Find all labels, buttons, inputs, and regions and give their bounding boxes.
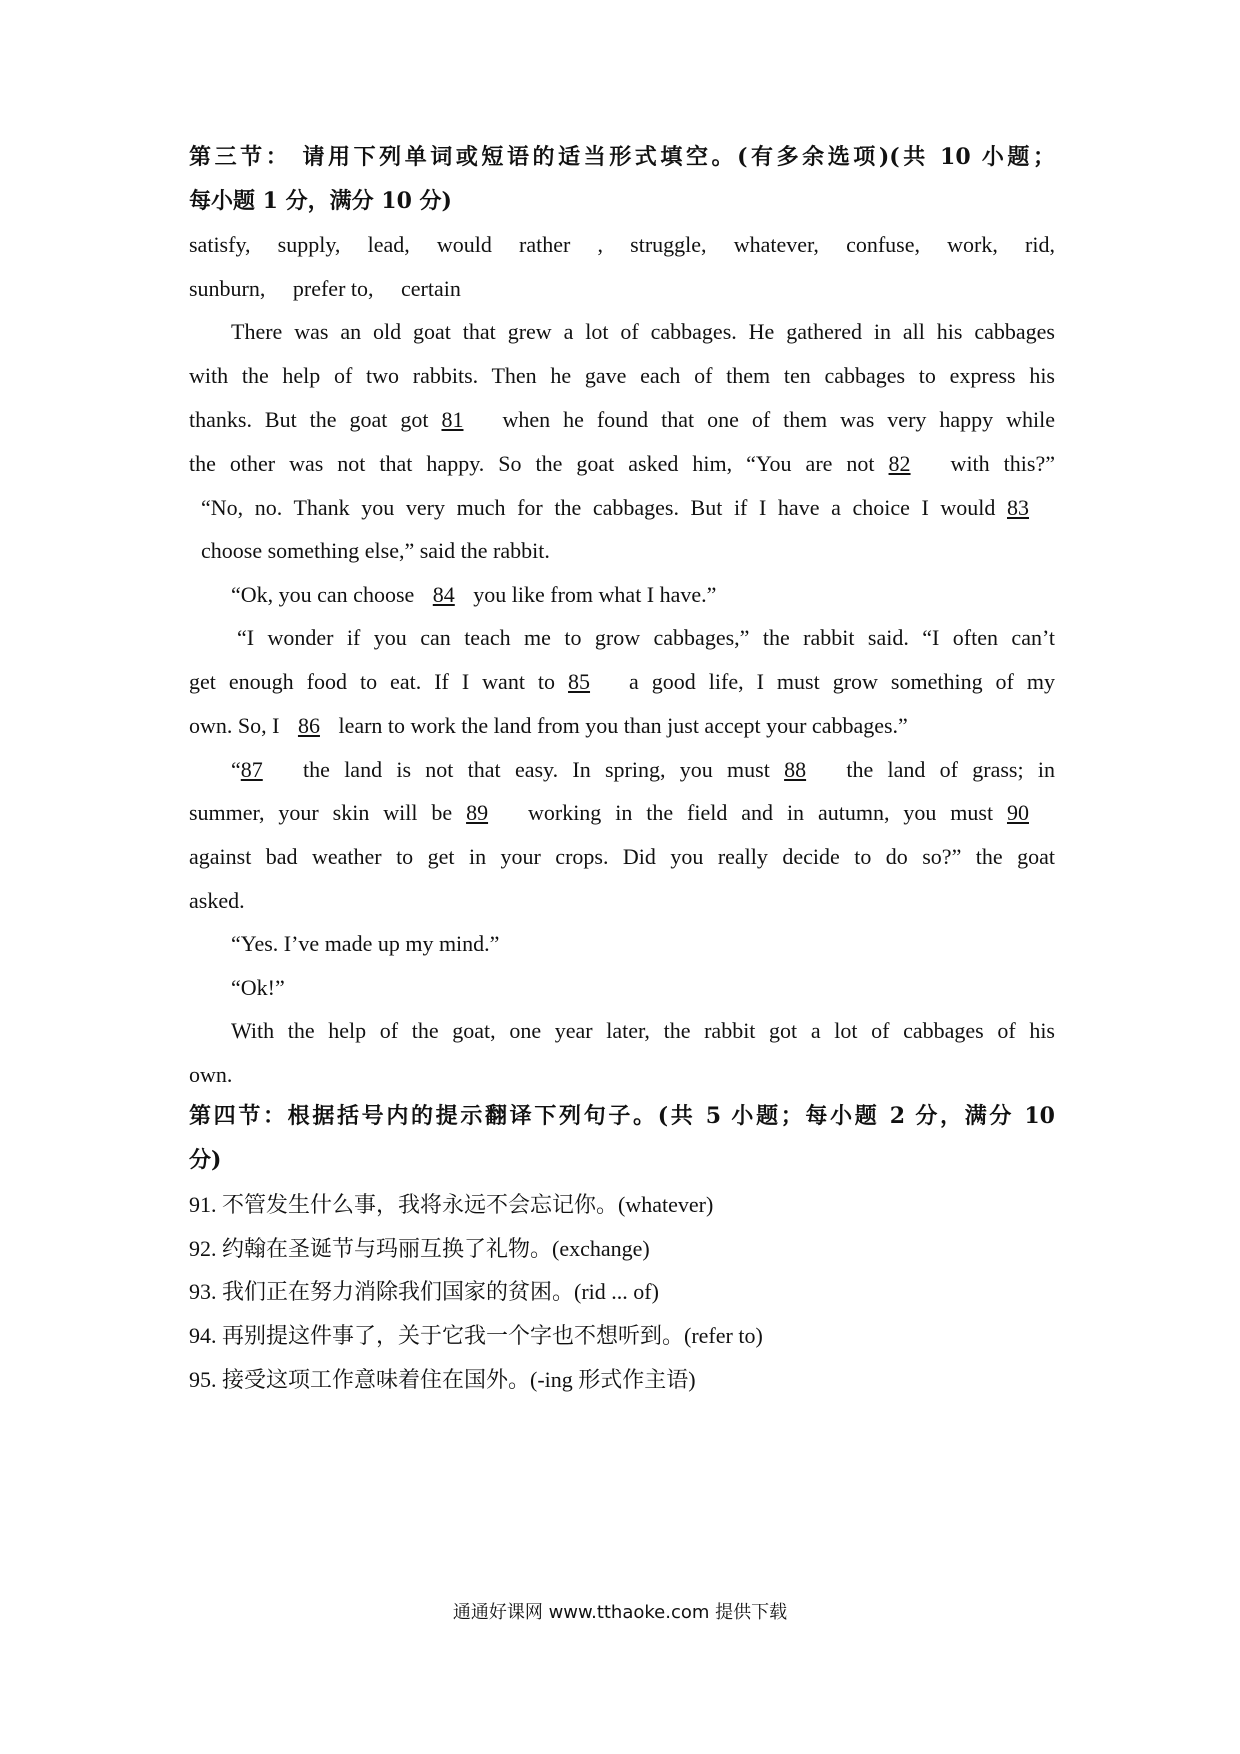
blank-90: 90 bbox=[1006, 800, 1029, 825]
passage-line: With the help of the goat, one year later, the rabbit got a lot of cabbages of his bbox=[231, 1018, 1055, 1043]
translation-item: 92. 约翰在圣诞节与玛丽互换了礼物。(exchange) bbox=[189, 1236, 650, 1261]
blank-83: 83 bbox=[1007, 495, 1029, 520]
blank-85: 85 bbox=[568, 669, 591, 694]
page-footer: 通通好课网 www.tthaoke.com 提供下载 bbox=[452, 1602, 788, 1623]
section3-heading-line2: 每小题 1 分，满分 10 分) bbox=[189, 188, 452, 214]
passage-line: against bad weather to get in your crops. Did you really decide to do so?” the goat bbox=[189, 844, 1055, 869]
passage-line: the other was not that happy. So the goat asked him, “You are not 82 with this?” bbox=[189, 449, 1055, 479]
passage-line: “I wonder if you can teach me to grow cabbages,” the rabbit said. “I often can’t bbox=[237, 625, 1055, 650]
passage-line: “No, no. Thank you very much for the cabbages. But if I have a choice I would 83 bbox=[201, 493, 1055, 523]
passage-line: get enough food to eat. If I want to 85 a good life, I must grow something of my bbox=[189, 667, 1055, 697]
passage-line: choose something else,” said the rabbit. bbox=[201, 538, 550, 563]
passage-line: thanks. But the goat got 81 when he found that one of them was very happy while bbox=[189, 405, 1055, 435]
blank-84: 84 bbox=[432, 582, 455, 607]
translation-item: 95. 接受这项工作意味着住在国外。(-ing 形式作主语) bbox=[189, 1367, 696, 1392]
blank-86: 86 bbox=[297, 713, 320, 738]
section4-heading-line1: 第四节：根据括号内的提示翻译下列句子。(共 5 小题；每小题 2 分，满分 10 bbox=[189, 1103, 1055, 1129]
passage-line: “87 the land is not that easy. In spring, you must 88 the land of grass; in bbox=[231, 755, 1055, 785]
section3-heading-line1: 第三节： 请用下列单词或短语的适当形式填空。(有多余选项)(共 10 小题； bbox=[189, 144, 1055, 170]
blank-82: 82 bbox=[888, 451, 911, 476]
passage-line: with the help of two rabbits. Then he gave each of them ten cabbages to express his bbox=[189, 363, 1055, 388]
passage-line: own. bbox=[189, 1062, 233, 1087]
passage-line: “Yes. I’ve made up my mind.” bbox=[231, 931, 500, 956]
passage-line: own. So, I 86 learn to work the land from you than just accept your cabbages.” bbox=[189, 711, 1055, 741]
passage-line: summer, your skin will be 89 working in the field and in autumn, you must 90 bbox=[189, 798, 1055, 828]
section4-heading-line2: 分) bbox=[189, 1147, 222, 1173]
blank-88: 88 bbox=[784, 757, 807, 782]
passage-line: “Ok, you can choose 84 you like from what I have.” bbox=[231, 580, 1097, 610]
blank-89: 89 bbox=[466, 800, 489, 825]
blank-81: 81 bbox=[441, 407, 464, 432]
word-bank-line1: satisfy, supply, lead, would rather , struggle, whatever, confuse, work, rid, bbox=[189, 232, 1055, 257]
blank-87: 87 bbox=[240, 757, 263, 782]
passage-line: There was an old goat that grew a lot of cabbages. He gathered in all his cabbages bbox=[231, 319, 1055, 344]
passage-line: “Ok!” bbox=[231, 975, 285, 1000]
translation-item: 94. 再别提这件事了，关于它我一个字也不想听到。(refer to) bbox=[189, 1323, 763, 1348]
passage-line: asked. bbox=[189, 888, 245, 913]
translation-item: 93. 我们正在努力消除我们国家的贫困。(rid ... of) bbox=[189, 1279, 659, 1304]
word-bank-line2: sunburn, prefer to, certain bbox=[189, 276, 461, 301]
translation-item: 91. 不管发生什么事，我将永远不会忘记你。(whatever) bbox=[189, 1192, 714, 1217]
